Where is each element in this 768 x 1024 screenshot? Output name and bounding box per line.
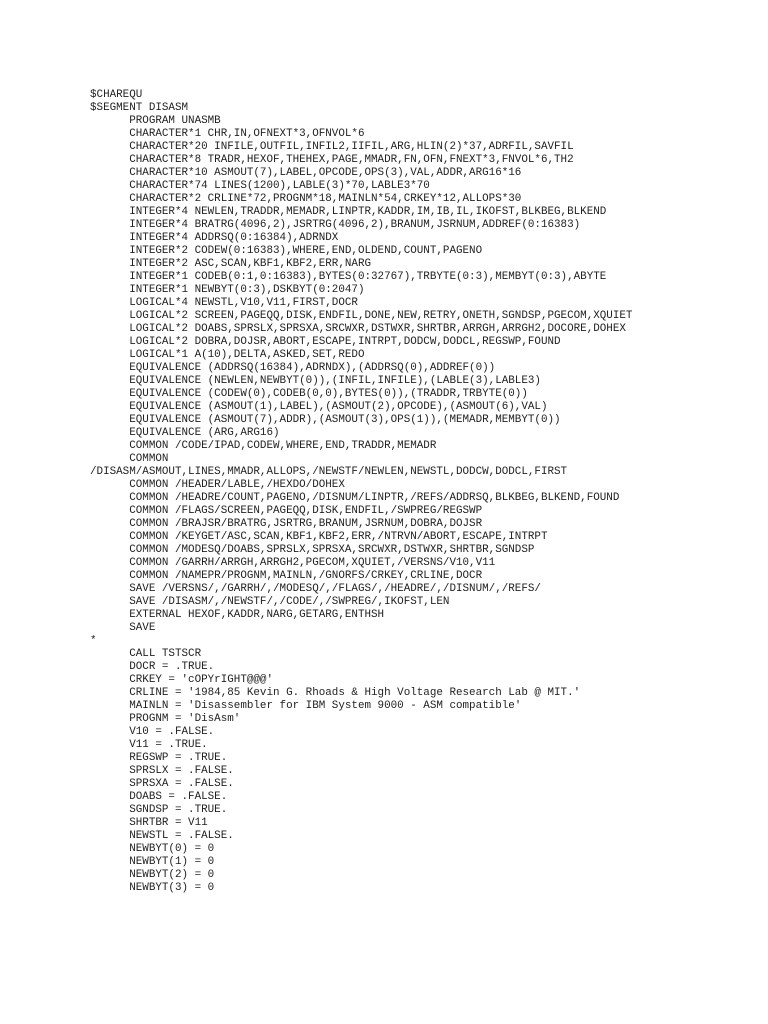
code-line: CRKEY = 'cOPYrIGHT@@@' (90, 674, 273, 686)
code-line: COMMON /MODESQ/DOABS,SPRSLX,SPRSXA,SRCWXR,DSTWXR,SHRTBR,SGNDSP (90, 544, 535, 556)
code-line: CHARACTER*8 TRADR,HEXOF,THEHEX,PAGE,MMADR,FN,OFN,FNEXT*3,FNVOL*6,TH2 (90, 154, 574, 166)
code-line: COMMON (90, 453, 169, 465)
code-line: /DISASM/ASMOUT,LINES,MMADR,ALLOPS,/NEWSTF/NEWLEN,NEWSTL,DODCW,DODCL,FIRST (90, 466, 568, 478)
code-line: SAVE /VERSNS/,/GARRH/,/MODESQ/,/FLAGS/,/HEADRE/,/DISNUM/,/REFS/ (90, 583, 541, 595)
code-line: EQUIVALENCE (ADDRSQ(16384),ADRNDX),(ADDRSQ(0),ADDREF(0)) (90, 362, 496, 374)
code-line: COMMON /BRAJSR/BRATRG,JSRTRG,BRANUM,JSRNUM,DOBRA,DOJSR (90, 518, 483, 530)
code-line: PROGRAM UNASMB (90, 115, 221, 127)
code-line: DOABS = .FALSE. (90, 791, 228, 803)
code-line: EXTERNAL HEXOF,KADDR,NARG,GETARG,ENTHSH (90, 609, 385, 621)
code-line: COMMON /GARRH/ARRGH,ARRGH2,PGECOM,XQUIET,/VERSNS/V10,V11 (90, 557, 496, 569)
code-line: DOCR = .TRUE. (90, 661, 215, 673)
code-line: LOGICAL*4 NEWSTL,V10,V11,FIRST,DOCR (90, 297, 358, 309)
code-line: EQUIVALENCE (NEWLEN,NEWBYT(0)),(INFIL,INFILE),(LABLE(3),LABLE3) (90, 375, 541, 387)
code-line: INTEGER*2 CODEW(0:16383),WHERE,END,OLDEND,COUNT,PAGENO (90, 245, 483, 257)
code-line: SGNDSP = .TRUE. (90, 804, 228, 816)
code-line: SAVE (90, 622, 156, 634)
code-line: SPRSXA = .FALSE. (90, 778, 234, 790)
code-line: COMMON /HEADRE/COUNT,PAGENO,/DISNUM/LINPTR,/REFS/ADDRSQ,BLKBEG,BLKEND,FOUND (90, 492, 620, 504)
code-line: NEWBYT(2) = 0 (90, 869, 215, 881)
code-line: INTEGER*2 ASC,SCAN,KBF1,KBF2,ERR,NARG (90, 258, 372, 270)
code-line: * (90, 635, 97, 647)
code-line: INTEGER*4 BRATRG(4096,2),JSRTRG(4096,2),BRANUM,JSRNUM,ADDREF(0:16383) (90, 219, 581, 231)
code-line: EQUIVALENCE (ASMOUT(7),ADDR),(ASMOUT(3),OPS(1)),(MEMADR,MEMBYT(0)) (90, 414, 561, 426)
code-line: MAINLN = 'Disassembler for IBM System 9000 - ASM compatible' (90, 700, 522, 712)
code-line: REGSWP = .TRUE. (90, 752, 228, 764)
code-line: EQUIVALENCE (CODEW(0),CODEB(0,0),BYTES(0)),(TRADDR,TRBYTE(0)) (90, 388, 528, 400)
code-line: $CHAREQU (90, 89, 143, 101)
code-line: CHARACTER*2 CRLINE*72,PROGNM*18,MAINLN*54,CRKEY*12,ALLOPS*30 (90, 193, 522, 205)
code-line: INTEGER*1 CODEB(0:1,0:16383),BYTES(0:32767),TRBYTE(0:3),MEMBYT(0:3),ABYTE (90, 271, 607, 283)
code-line: INTEGER*4 ADDRSQ(0:16384),ADRNDX (90, 232, 339, 244)
code-line: PROGNM = 'DisAsm' (90, 713, 241, 725)
code-line: NEWBYT(0) = 0 (90, 843, 215, 855)
code-line: V10 = .FALSE. (90, 726, 215, 738)
code-line: CRLINE = '1984,85 Kevin G. Rhoads & High Voltage Research Lab @ MIT.' (90, 687, 581, 699)
code-line: COMMON /FLAGS/SCREEN,PAGEQQ,DISK,ENDFIL,/SWPREG/REGSWP (90, 505, 483, 517)
code-line: NEWBYT(3) = 0 (90, 882, 215, 894)
code-line: CHARACTER*1 CHR,IN,OFNEXT*3,OFNVOL*6 (90, 128, 365, 140)
code-line: SAVE /DISASM/,/NEWSTF/,/CODE/,/SWPREG/,IKOFST,LEN (90, 596, 450, 608)
code-line: SPRSLX = .FALSE. (90, 765, 234, 777)
code-line: EQUIVALENCE (ARG,ARG16) (90, 427, 280, 439)
code-line: CHARACTER*74 LINES(1200),LABLE(3)*70,LABLE3*70 (90, 180, 430, 192)
source-code-listing (90, 89, 632, 895)
code-line: CALL TSTSCR (90, 648, 202, 660)
code-line: $SEGMENT DISASM (90, 102, 189, 114)
code-line: SHRTBR = V11 (90, 817, 208, 829)
code-line: LOGICAL*2 DOBRA,DOJSR,ABORT,ESCAPE,INTRPT,DODCW,DODCL,REGSWP,FOUND (90, 336, 561, 348)
code-line: COMMON /CODE/IPAD,CODEW,WHERE,END,TRADDR,MEMADR (90, 440, 437, 452)
code-line: COMMON /HEADER/LABLE,/HEXDO/DOHEX (90, 479, 345, 491)
code-line: INTEGER*1 NEWBYT(0:3),DSKBYT(0:2047) (90, 284, 365, 296)
code-line: INTEGER*4 NEWLEN,TRADDR,MEMADR,LINPTR,KADDR,IM,IB,IL,IKOFST,BLKBEG,BLKEND (90, 206, 607, 218)
code-line: V11 = .TRUE. (90, 739, 208, 751)
code-line: LOGICAL*1 A(10),DELTA,ASKED,SET,REDO (90, 349, 365, 361)
code-line: COMMON /NAMEPR/PROGNM,MAINLN,/GNORFS/CRKEY,CRLINE,DOCR (90, 570, 483, 582)
code-line: LOGICAL*2 SCREEN,PAGEQQ,DISK,ENDFIL,DONE,NEW,RETRY,ONETH,SGNDSP,PGECOM,XQUIET (90, 310, 633, 322)
code-line: CHARACTER*10 ASMOUT(7),LABEL,OPCODE,OPS(3),VAL,ADDR,ARG16*16 (90, 167, 522, 179)
code-line: LOGICAL*2 DOABS,SPRSLX,SPRSXA,SRCWXR,DSTWXR,SHRTBR,ARRGH,ARRGH2,DOCORE,DOHEX (90, 323, 626, 335)
code-line: NEWSTL = .FALSE. (90, 830, 234, 842)
code-line: CHARACTER*20 INFILE,OUTFIL,INFIL2,IIFIL,ARG,HLIN(2)*37,ADRFIL,SAVFIL (90, 141, 574, 153)
code-line: COMMON /KEYGET/ASC,SCAN,KBF1,KBF2,ERR,/NTRVN/ABORT,ESCAPE,INTRPT (90, 531, 548, 543)
code-line: NEWBYT(1) = 0 (90, 856, 215, 868)
code-line: EQUIVALENCE (ASMOUT(1),LABEL),(ASMOUT(2),OPCODE),(ASMOUT(6),VAL) (90, 401, 548, 413)
